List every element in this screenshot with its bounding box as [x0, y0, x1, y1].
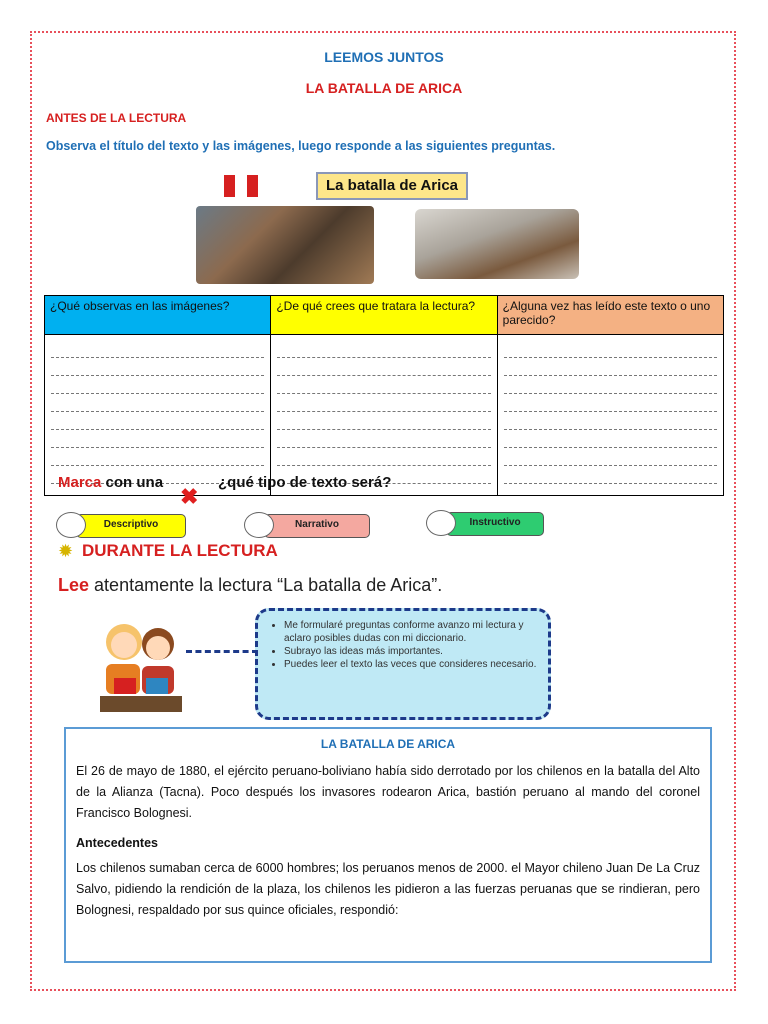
reading-box — [64, 727, 712, 963]
text-type-question: ¿qué tipo de texto será? — [218, 474, 392, 491]
sun-icon: ✹ — [58, 541, 74, 561]
option-narrativo[interactable] — [244, 512, 374, 538]
page-title: LEEMOS JUNTOS — [324, 49, 444, 65]
tip-item: • Puedes leer el texto las veces que consideres necesario. — [284, 658, 538, 671]
answer-1-field[interactable] — [45, 335, 271, 496]
marca-rest: con una — [105, 474, 164, 491]
answer-2-field[interactable] — [271, 335, 497, 496]
question-2-header: ¿De qué crees que tratara la lectura? — [271, 296, 497, 335]
lee-instruction — [58, 575, 442, 596]
tip-item: • Subrayo las ideas más importantes. — [284, 645, 538, 658]
option-instructivo-label: Instructivo — [446, 512, 544, 536]
lee-rest: atentamente la lectura “La batalla de Arica”. — [94, 575, 443, 595]
marca-word: Marca — [58, 474, 102, 491]
reading-tips-bubble — [255, 608, 551, 720]
speech-bubble-tail — [186, 650, 258, 653]
peru-flag-icon — [224, 175, 258, 197]
option-descriptivo-label: Descriptivo — [76, 514, 186, 538]
answer-3-field[interactable] — [497, 335, 723, 496]
reading-paragraph-1: El 26 de mayo de 1880, el ejército peruano-boliviano había sido derrotado por los chilenos en la batalla del Alto de la Alianza (Tacna). Poco después los invasores rodearon Arica, bastión peruano al mando del coronel Francisco Bolognesi. — [76, 764, 700, 820]
option-instructivo-circle[interactable] — [426, 510, 456, 536]
battle-image-2 — [415, 209, 579, 279]
x-mark-icon: ✖ — [180, 484, 199, 509]
image-title: La batalla de Arica — [316, 172, 468, 200]
question-1-header: ¿Qué observas en las imágenes? — [45, 296, 271, 335]
reading-paragraph-2: Los chilenos sumaban cerca de 6000 hombres; los peruanos menos de 2000. el Mayor chileno Juan De La Cruz Salvo, pidiendo la rendición de la plaza, los chilenos les pidieron a las fuerzas peruanas que se rindieran, pero Bolognesi, respaldado por sus quince oficiales, respondió: — [76, 861, 700, 917]
lee-word: Lee — [58, 575, 90, 595]
option-narrativo-circle[interactable] — [244, 512, 274, 538]
option-descriptivo-circle[interactable] — [56, 512, 86, 538]
antes-heading: ANTES DE LA LECTURA — [46, 111, 187, 125]
reading-subheading: Antecedentes — [76, 836, 158, 850]
option-instructivo[interactable] — [426, 510, 548, 536]
option-descriptivo[interactable] — [56, 512, 202, 538]
page-subtitle: LA BATALLA DE ARICA — [305, 80, 463, 96]
marca-instruction — [58, 474, 163, 491]
tip-item: • Me formularé preguntas conforme avanzo mi lectura y aclaro posibles dudas con mi diccionario. — [284, 619, 538, 645]
children-reading-illustration — [96, 612, 186, 716]
question-3-header: ¿Alguna vez has leído este texto o uno parecido? — [497, 296, 723, 335]
reading-title: LA BATALLA DE ARICA — [320, 737, 456, 751]
instruction-text: Observa el título del texto y las imágenes, luego responde a las siguientes preguntas. — [46, 139, 556, 153]
option-narrativo-label: Narrativo — [264, 514, 370, 538]
battle-image-1 — [196, 206, 374, 284]
questions-table — [44, 295, 724, 496]
durante-heading: DURANTE LA LECTURA — [82, 541, 278, 560]
